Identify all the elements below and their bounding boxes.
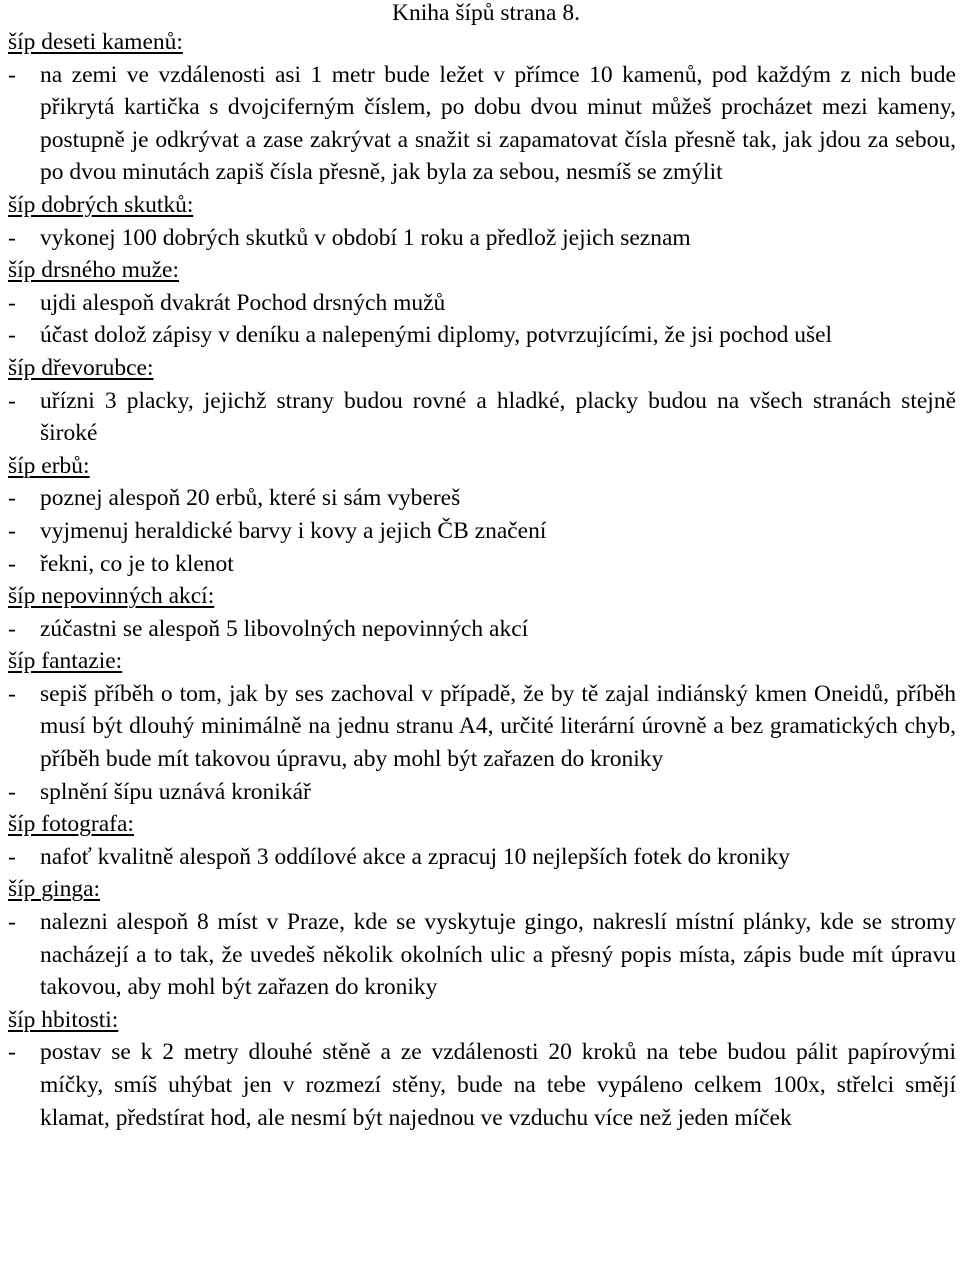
section-heading: šíp fotografa: [8, 811, 134, 838]
list-item [8, 613, 956, 646]
bullet-dash: - [8, 1039, 16, 1066]
document-page [8, 0, 956, 1134]
section-heading: šíp hbitosti: [8, 1006, 119, 1033]
section [8, 1004, 956, 1134]
list-item [8, 385, 956, 450]
section [8, 189, 956, 254]
bullet-dash: - [8, 224, 16, 251]
section [8, 808, 956, 873]
bullet-dash: - [8, 615, 16, 642]
list-item-text: sepiš příběh o tom, jak by ses zachoval v případě, že by tě zajal indiánský kmen Oneidů, příběh musí být dlouhý minimálně na jednu stranu A4, určité literární úrovně a bez gramatických chyb, příběh bude mít takovou úpravu, aby mohl být zařazen do kroniky [40, 680, 956, 773]
list-item-text: nalezni alespoň 8 míst v Praze, kde se vyskytuje gingo, nakreslí místní plánky, kde se stromy nacházejí a to tak, že uvedeš několik okolních ulic a přesný popis místa, zápis bude mít úpravu takovou, aby mohl být zařazen do kroniky [40, 909, 956, 1001]
bullet-dash: - [8, 322, 16, 349]
list-item [8, 482, 956, 515]
list-item-text: účast dolož zápisy v deníku a nalepenými diplomy, potvrzujícími, že jsi pochod ušel [40, 322, 833, 349]
list-item-text: řekni, co je to klenot [40, 550, 234, 577]
section-heading: šíp fantazie: [8, 648, 123, 675]
section-heading: šíp ginga: [8, 876, 101, 903]
bullet-dash: - [8, 289, 16, 316]
bullet-dash: - [8, 61, 16, 88]
section [8, 26, 956, 189]
list-item [8, 287, 956, 320]
section [8, 254, 956, 352]
list-item [8, 59, 956, 189]
list-item [8, 1036, 956, 1134]
list-item-text: postav se k 2 metry dlouhé stěně a ze vzdálenosti 20 kroků na tebe budou pálit papírovými míčky, smíš uhýbat jen v rozmezí stěny, bude na tebe vypáleno celkem 100x, střelci smějí klamat, předstírat hod, ale nesmí být najednou ve vzduchu více než jeden míček [40, 1039, 956, 1131]
bullet-dash: - [8, 550, 16, 577]
list-item-text: uřízni 3 placky, jejichž strany budou rovné a hladké, placky budou na všech stranách stejně široké [40, 387, 956, 447]
list-item [8, 222, 956, 255]
section [8, 352, 956, 450]
list-item-text: vyjmenuj heraldické barvy i kovy a jejich ČB značení [40, 517, 547, 544]
list-item [8, 515, 956, 548]
list-item [8, 319, 956, 352]
list-item [8, 678, 956, 776]
section [8, 580, 956, 645]
section [8, 450, 956, 580]
bullet-dash: - [8, 485, 16, 512]
bullet-dash: - [8, 680, 16, 707]
bullet-dash: - [8, 517, 16, 544]
list-item-text: poznej alespoň 20 erbů, které si sám vybereš [40, 485, 461, 512]
section [8, 873, 956, 1003]
list-item-text: zúčastni se alespoň 5 libovolných nepovinných akcí [40, 615, 529, 642]
bullet-dash: - [8, 909, 16, 936]
list-item-text: na zemi ve vzdálenosti asi 1 metr bude ležet v přímce 10 kamenů, pod každým z nich bude přikrytá kartička s dvojciferným číslem, po dobu dvou minut můžeš procházet mezi kameny, postupně je odkrývat a zase zakrývat a snažit si zapamatovat čísla přesně tak, jak jdou za sebou, po dvou minutách zapiš čísla přesně, jak byla za sebou, nesmíš se zmýlit [40, 61, 956, 186]
list-item [8, 906, 956, 1004]
section-heading: šíp deseti kamenů: [8, 29, 183, 55]
section-heading: šíp drsného muže: [8, 257, 179, 284]
list-item [8, 548, 956, 581]
section-heading: šíp dobrých skutků: [8, 191, 194, 218]
section-heading: šíp erbů: [8, 452, 90, 479]
page-title: Kniha šípů strana 8. [392, 0, 580, 26]
list-item-text: splnění šípu uznává kronikář [40, 778, 311, 805]
section [8, 645, 956, 808]
section-heading: šíp dřevorubce: [8, 354, 154, 381]
list-item [8, 776, 956, 809]
bullet-dash: - [8, 387, 16, 414]
list-item-text: vykonej 100 dobrých skutků v období 1 roku a předlož jejich seznam [40, 224, 691, 251]
list-item-text: ujdi alespoň dvakrát Pochod drsných mužů [40, 289, 446, 316]
list-item [8, 841, 956, 874]
bullet-dash: - [8, 843, 16, 870]
section-heading: šíp nepovinných akcí: [8, 583, 215, 610]
bullet-dash: - [8, 778, 16, 805]
list-item-text: nafoť kvalitně alespoň 3 oddílové akce a zpracuj 10 nejlepších fotek do kroniky [40, 843, 791, 870]
